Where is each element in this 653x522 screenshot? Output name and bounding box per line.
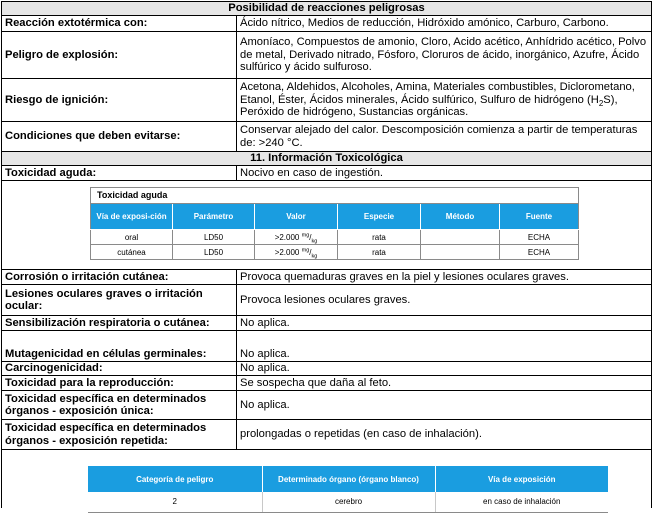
cell-metodo bbox=[421, 230, 500, 245]
row-value: prolongadas o repetidas (en caso de inhalación). bbox=[237, 420, 652, 450]
cell-valor: >2.000 $^{mg}/_{kg}$ bbox=[255, 230, 338, 245]
subscript: 2 bbox=[598, 98, 604, 108]
acute-toxicity-table bbox=[90, 187, 579, 260]
unit-denominator: kg bbox=[311, 253, 318, 260]
column-header: Fuente bbox=[500, 204, 579, 230]
row-value bbox=[237, 79, 652, 122]
acute-toxicity-cell bbox=[2, 181, 652, 270]
section-header-toxicology: 11. Información Toxicológica bbox=[2, 152, 652, 166]
cell-fuente: ECHA bbox=[500, 245, 579, 260]
unit-denominator: kg bbox=[311, 238, 318, 245]
column-header: Determinado órgano (órgano blanco) bbox=[262, 466, 435, 492]
row-value: Amoníaco, Compuestos de amonio, Cloro, Acido acético, Anhídrido acético, Polvo de metal, Derivado nitrado, Fósforo, Cloruros de ácido, inorgánico, Azufre, Ácido sulfúrico y ácido sulfuroso. bbox=[237, 32, 652, 79]
row-label: Peligro de explosión: bbox=[2, 32, 237, 79]
row-label: Lesiones oculares graves o irritación ocular: bbox=[2, 285, 237, 316]
column-header: Parámetro bbox=[173, 204, 255, 230]
row-value: Ácido nítrico, Medios de reducción, Hidróxido amónico, Carburo, Carbono. bbox=[237, 16, 652, 32]
row-label: Sensibilización respiratoria o cutánea: bbox=[2, 316, 237, 331]
cell-categoria: 2 bbox=[88, 492, 262, 512]
cell-parametro: LD50 bbox=[173, 245, 255, 260]
row-label: Riesgo de ignición: bbox=[2, 79, 237, 122]
value-number: >2.000 bbox=[274, 232, 300, 242]
cell-via: cutánea bbox=[91, 245, 173, 260]
cell-parametro: LD50 bbox=[173, 230, 255, 245]
row-value: Se sospecha que daña al feto. bbox=[237, 376, 652, 391]
safety-data-table bbox=[1, 1, 652, 508]
cell-metodo bbox=[421, 245, 500, 260]
unit-numerator: mg bbox=[301, 246, 310, 253]
column-header: Vía de exposi-ción bbox=[91, 204, 173, 230]
column-header: Método bbox=[421, 204, 500, 230]
value-number: >2.000 bbox=[274, 247, 300, 257]
row-label: Carcinogenicidad: bbox=[2, 362, 237, 376]
row-label: Toxicidad específica en determinados órganos - exposición única: bbox=[2, 391, 237, 420]
row-label: Toxicidad aguda: bbox=[2, 166, 237, 181]
table-row bbox=[91, 245, 579, 260]
value-text: Acetona, Aldehidos, Alcoholes, Amina, Materiales combustibles, Diclorometano, Etanol, Éster, Ácidos minerales, Ácido sulfúrico, Sulfuro de hidrógeno (H bbox=[240, 81, 635, 106]
row-value: Provoca quemaduras graves en la piel y lesiones oculares graves. bbox=[237, 270, 652, 285]
target-organ-table bbox=[88, 466, 608, 513]
row-label: Mutagenicidad en células germinales: bbox=[2, 331, 237, 362]
row-value: No aplica. bbox=[237, 331, 652, 362]
row-label: Reacción extotérmica con: bbox=[2, 16, 237, 32]
row-value: Nocivo en caso de ingestión. bbox=[237, 166, 652, 181]
row-label: Condiciones que deben evitarse: bbox=[2, 122, 237, 152]
cell-via: oral bbox=[91, 230, 173, 245]
table-row bbox=[88, 492, 608, 512]
row-label: Toxicidad específica en determinados órganos - exposición repetida: bbox=[2, 420, 237, 450]
acute-toxicity-caption: Toxicidad aguda bbox=[91, 188, 579, 204]
column-header: Vía de exposición bbox=[435, 466, 608, 492]
cell-valor: >2.000 $^{mg}/_{kg}$ bbox=[255, 245, 338, 260]
cell-via: en caso de inhalación bbox=[435, 492, 608, 512]
row-label: Corrosión o irritación cutánea: bbox=[2, 270, 237, 285]
cell-organo: cerebro bbox=[262, 492, 435, 512]
cell-fuente: ECHA bbox=[500, 230, 579, 245]
cell-especie: rata bbox=[338, 245, 421, 260]
row-value: No aplica. bbox=[237, 362, 652, 376]
column-header: Especie bbox=[338, 204, 421, 230]
row-value: Conservar alejado del calor. Descomposición comienza a partir de temperaturas de: >240 °C. bbox=[237, 122, 652, 152]
cell-especie: rata bbox=[338, 230, 421, 245]
row-value: Provoca lesiones oculares graves. bbox=[237, 285, 652, 316]
unit-numerator: mg bbox=[301, 231, 310, 238]
section-header-reactions: Posibilidad de reacciones peligrosas bbox=[2, 2, 652, 16]
row-value: No aplica. bbox=[237, 391, 652, 420]
table-row bbox=[91, 230, 579, 245]
column-header: Valor bbox=[255, 204, 338, 230]
column-header: Categoría de peligro bbox=[88, 466, 262, 492]
value-text: S), Peróxido de hidrógeno, Sustancias orgánicas. bbox=[240, 93, 618, 119]
row-value: No aplica. bbox=[237, 316, 652, 331]
row-label: Toxicidad para la reproducción: bbox=[2, 376, 237, 391]
